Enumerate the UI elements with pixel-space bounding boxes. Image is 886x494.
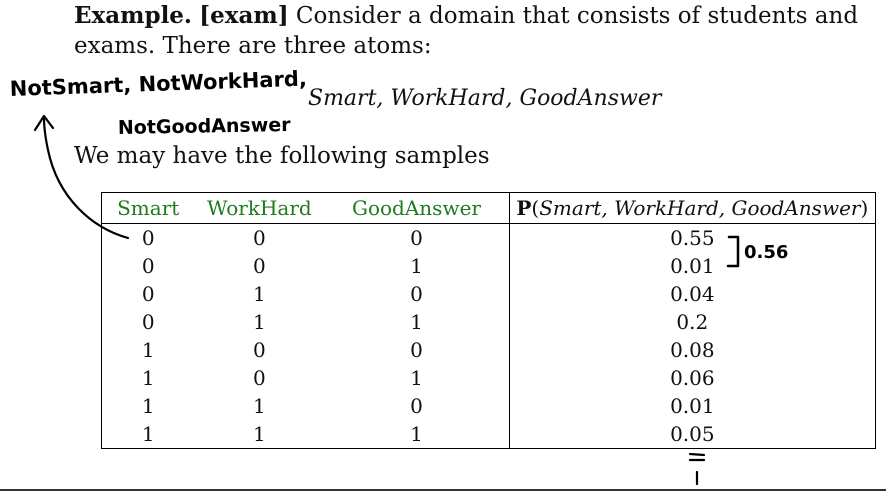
example-label: Example.: [74, 2, 192, 29]
cell-smart: 0: [141, 282, 155, 306]
cell-workhard: 0: [253, 226, 266, 250]
header-goodanswer: GoodAnswer: [324, 193, 509, 224]
cell-goodanswer: 1: [410, 254, 423, 278]
intro-line-2: exams. There are three atoms:: [74, 33, 432, 59]
table-row: [102, 280, 876, 308]
cell-smart: 1: [141, 422, 155, 446]
table-header-row: [102, 193, 876, 224]
table-row: [102, 392, 876, 420]
cell-goodanswer: 0: [410, 226, 423, 250]
cell-workhard: 0: [253, 366, 266, 390]
table-row: [102, 420, 876, 449]
arrow-head-icon: [35, 116, 53, 130]
header-open-paren: (: [531, 196, 540, 220]
cell-smart: 1: [141, 338, 155, 362]
header-workhard: WorkHard: [194, 193, 324, 224]
cell-probability: 0.04: [509, 280, 875, 308]
cell-workhard: 0: [253, 254, 266, 278]
cell-probability: 0.2: [509, 308, 875, 336]
header-smart: Smart: [102, 193, 195, 224]
table-row: [102, 336, 876, 364]
cell-workhard: 1: [253, 394, 266, 418]
cell-probability: 0.01: [509, 252, 875, 280]
bracket-sum: 0.56: [744, 242, 789, 263]
cell-smart: 0: [141, 226, 155, 250]
probability-table: [101, 192, 876, 449]
cell-workhard: 1: [253, 282, 266, 306]
header-probability: [509, 193, 875, 224]
cell-probability: 0.01: [509, 392, 875, 420]
cell-goodanswer: 1: [410, 422, 423, 446]
table-row: [102, 252, 876, 280]
atoms-list: Smart, WorkHard, GoodAnswer: [308, 86, 662, 111]
cell-probability: 0.55: [509, 224, 875, 253]
cell-smart: 1: [141, 366, 155, 390]
note-line-1: NotSmart, NotWorkHard,: [9, 66, 308, 101]
cell-goodanswer: 0: [410, 282, 423, 306]
bottom-divider: [0, 489, 886, 491]
cell-probability: 0.06: [509, 364, 875, 392]
header-prob-args: Smart, WorkHard, GoodAnswer: [539, 196, 861, 220]
cell-probability: 0.05: [509, 420, 875, 449]
cell-probability: 0.08: [509, 336, 875, 364]
cell-workhard: 0: [253, 338, 266, 362]
intro-line-1: [74, 0, 858, 32]
equals-one-mark: [690, 454, 704, 484]
intro-line-1-text: Consider a domain that consists of students and: [288, 3, 859, 29]
note-line-2: NotGoodAnswer: [117, 113, 291, 139]
table-row: [102, 224, 876, 253]
header-p-symbol: P: [516, 196, 532, 220]
samples-text: We may have the following samples: [74, 143, 490, 169]
cell-smart: 1: [141, 394, 155, 418]
cell-workhard: 1: [253, 422, 266, 446]
cell-smart: 0: [141, 254, 155, 278]
table-row: [102, 308, 876, 336]
cell-smart: 0: [141, 310, 155, 334]
header-close-paren: ): [860, 196, 869, 220]
cell-workhard: 1: [253, 310, 266, 334]
cell-goodanswer: 1: [410, 310, 423, 334]
cell-goodanswer: 0: [410, 394, 423, 418]
cell-goodanswer: 0: [410, 338, 423, 362]
cell-goodanswer: 1: [410, 366, 423, 390]
table-row: [102, 364, 876, 392]
example-tag: [exam]: [199, 2, 289, 29]
